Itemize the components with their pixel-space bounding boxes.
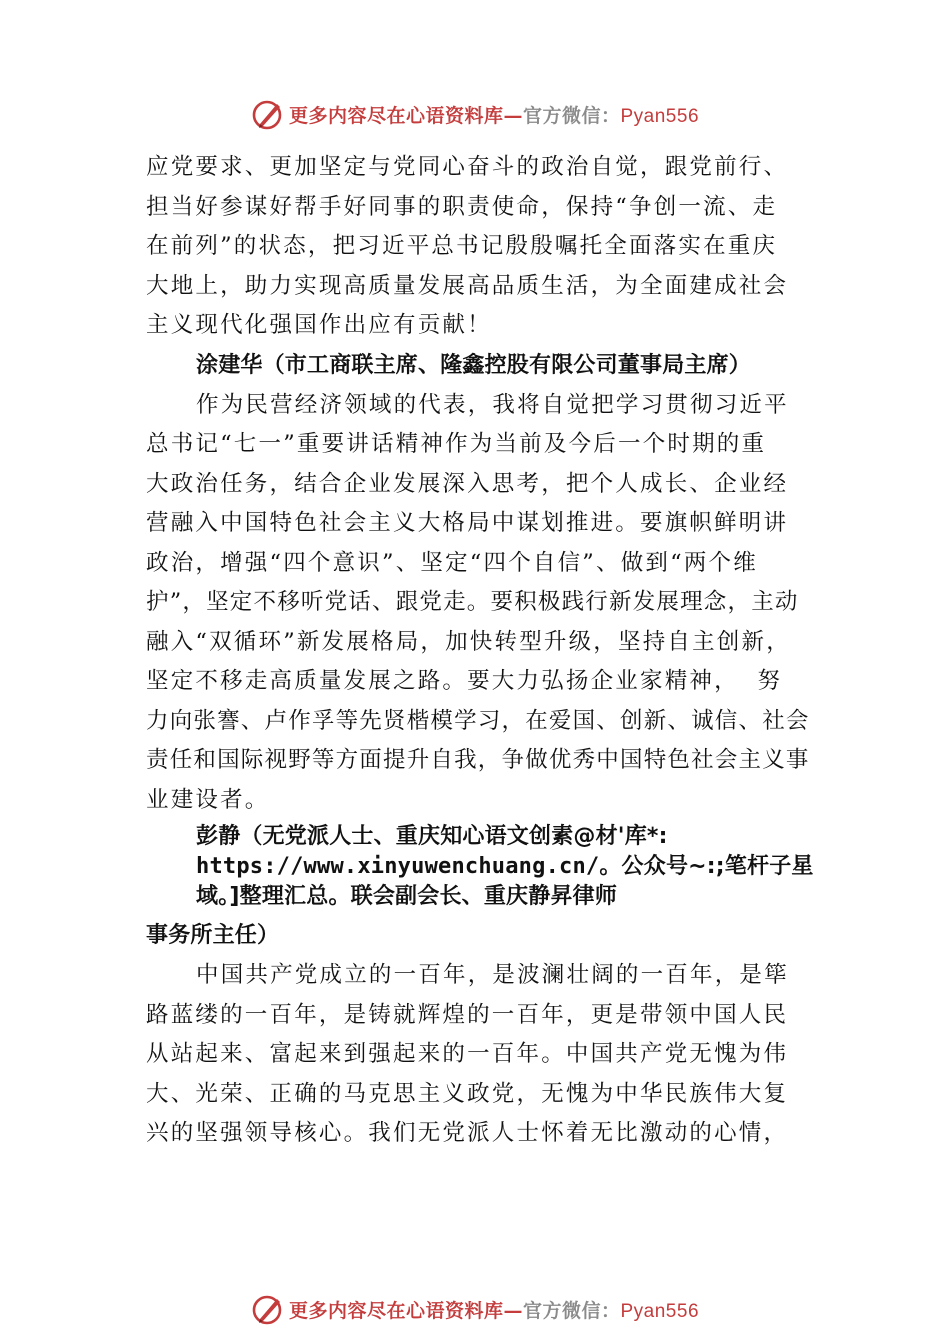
header-dash: — (503, 104, 523, 127)
heading-url: https://www.xinyuwenchuang.cn/ (196, 854, 600, 879)
text-line: 大政治任务，结合企业发展深入思考，把个人成长、企业经 (146, 470, 789, 497)
speaker-heading-peng-jing (146, 822, 836, 956)
text-line: 责任和国际视野等方面提升自我，争做优秀中国特色社会主义事 (146, 747, 810, 773)
text-line: 应党要求、更加坚定与党同心奋斗的政治自觉，跟党前行、 (146, 154, 789, 180)
footer-brand: 更多内容尽在心语资料库 (288, 1299, 504, 1322)
heading-line: 彭静（无党派人士、重庆知心语文创素@材'库*: (196, 824, 668, 849)
heading-line: 事务所主任） (146, 923, 280, 948)
heading-text: 。公众号~:;笔杆子星 (599, 854, 814, 879)
speaker-paragraph-peng-jing (146, 956, 836, 1154)
text-line: 中国共产党成立的一百年，是波澜壮阔的一百年，是筚 (196, 962, 789, 988)
header-watermark (0, 94, 950, 134)
pen-logo-icon (251, 97, 285, 131)
paragraph-continuation (146, 148, 836, 346)
footer-banner-text (289, 1296, 699, 1323)
text-line: 力向张謇、卢作孚等先贤楷模学习，在爱国、创新、诚信、社会 (146, 707, 810, 734)
heading-line: 域。]整理汇总。联会副会长、重庆静昇律师 (196, 884, 618, 909)
heading-line (146, 852, 836, 882)
text-line: 从站起来、富起来到强起来的一百年。中国共产党无愧为伟 (146, 1041, 789, 1067)
footer-watermark (0, 1289, 950, 1329)
footer-wechat-id: Pyan556 (620, 1300, 700, 1322)
header-wechat-id: Pyan556 (620, 105, 700, 127)
speaker-paragraph-tu-jianhua (146, 386, 836, 821)
text-line: 融入“双循环”新发展格局，加快转型升级，坚持自主创新， (146, 628, 791, 655)
text-line: 大地上，助力实现高质量发展高品质生活，为全面建成社会 (146, 272, 789, 299)
text-line: 业建设者。 (146, 786, 270, 813)
footer-dash: — (503, 1299, 523, 1322)
header-brand: 更多内容尽在心语资料库 (288, 104, 504, 127)
text-line: 担当好参谋好帮手好同事的职责使命，保持“争创一流、走 (146, 193, 778, 220)
footer-official-label: 官方微信： (522, 1299, 621, 1322)
header-banner-text (289, 101, 699, 128)
text-line: 政治，增强“四个意识”、坚定“四个自信”、做到“两个维 (146, 549, 758, 576)
text-line: 护”，坚定不移听党话、跟党走。要积极践行新发展理念，主动 (146, 589, 799, 615)
header-official-label: 官方微信： (522, 104, 621, 127)
text-line: 在前列”的状态，把习近平总书记殷殷嘱托全面落实在重庆 (146, 233, 778, 259)
speaker-heading-tu-jianhua: 涂建华（市工商联主席、隆鑫控股有限公司董事局主席） (196, 352, 752, 378)
text-line: 总书记“七一”重要讲话精神作为当前及今后一个时期的重 (146, 431, 767, 457)
text-line: 路蓝缕的一百年，是铸就辉煌的一百年，更是带领中国人民 (146, 1001, 789, 1028)
text-line: 大、光荣、正确的马克思主义政党，无愧为中华民族伟大复 (146, 1080, 789, 1107)
text-line: 营融入中国特色社会主义大格局中谋划推进。要旗帜鲜明讲 (146, 510, 789, 536)
text-line: 兴的坚强领导核心。我们无党派人士怀着无比激动的心情， (146, 1120, 789, 1146)
text-line: 坚定不移走高质量发展之路。要大力弘扬企业家精神， 努 (146, 668, 783, 694)
text-line: 主义现代化强国作出应有贡献！ (146, 312, 492, 338)
pen-logo-icon (251, 1292, 285, 1326)
text-line: 作为民营经济领域的代表，我将自觉把学习贯彻习近平 (196, 391, 789, 418)
document-body (146, 148, 836, 1154)
